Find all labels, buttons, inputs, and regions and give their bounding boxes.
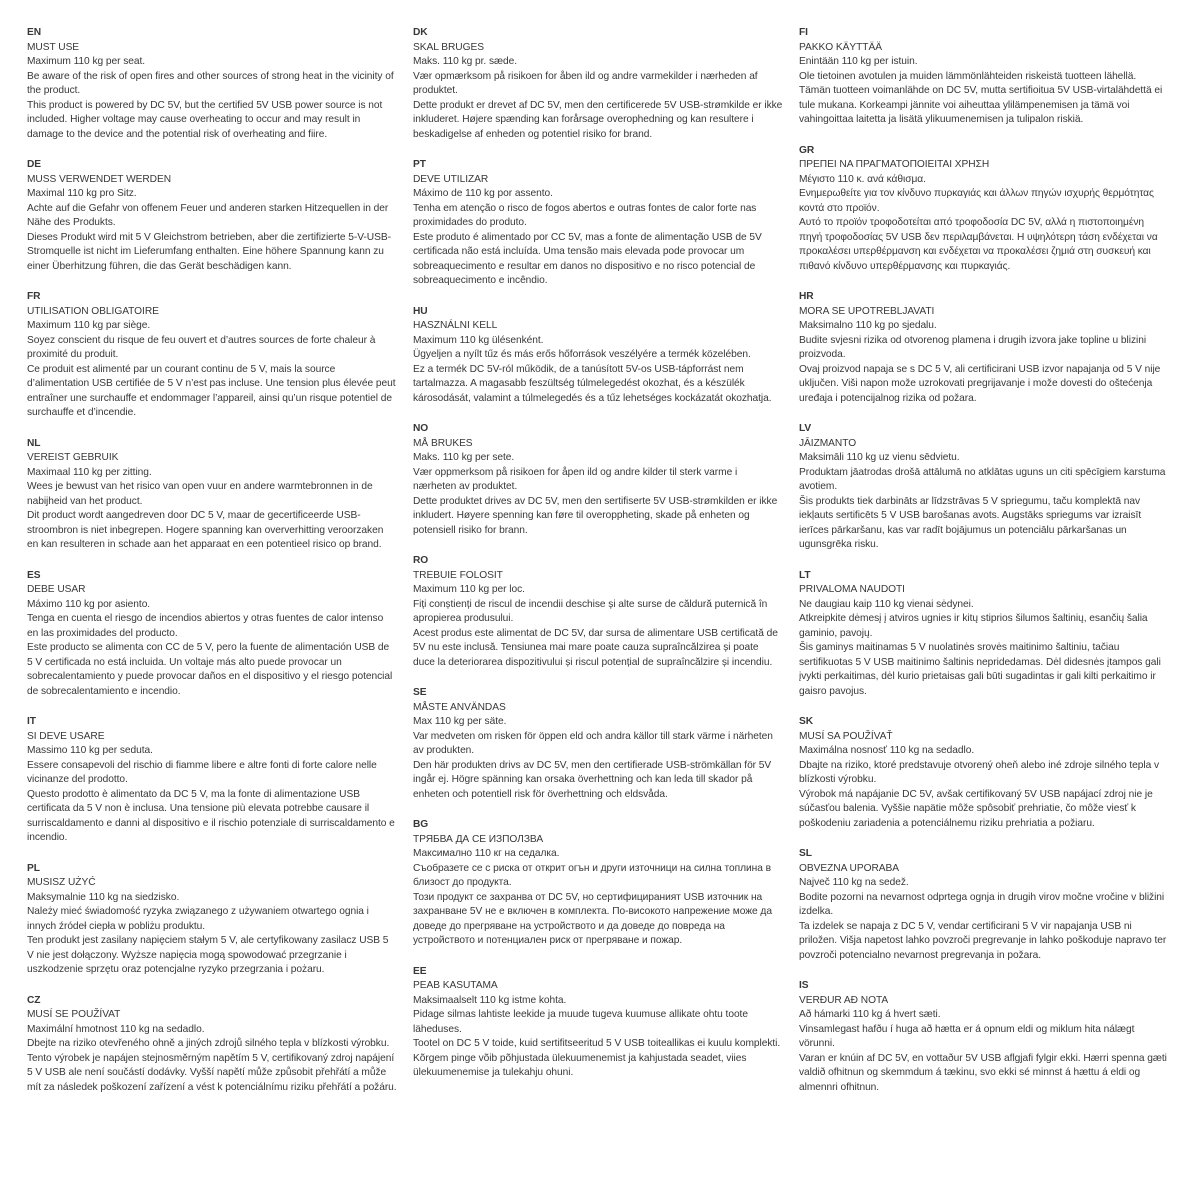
language-section-is xyxy=(799,979,1169,1095)
section-title: MUSS VERWENDET WERDEN xyxy=(27,173,172,185)
section-title: TREBUIE FOLOSIT xyxy=(413,569,503,581)
section-paragraph: Tootel on DC 5 V toide, kuid sertifitseeritud 5 V USB toiteallikas ei kuulu komplekti. Kõrgem pinge võib põhjustada ülekuumenemist ja kahjustada seadet, viies ülekuumenemise ja tulekahju ohuni. xyxy=(413,1038,781,1078)
section-paragraph: Bodite pozorni na nevarnost odprtega ognja in drugih virov močne vročine v bližini izdelka. xyxy=(799,891,1165,917)
section-paragraph: Ez a termék DC 5V-ról működik, de a tanúsított 5V-os USB-tápforrást nem tartalmazza. A magasabb feszültség túlmelegedést okozhat, és a készülék károsodását, valamint a túlmelegedés és a tűz lehetséges kockázatát okozhatja. xyxy=(413,363,772,404)
language-code: BG xyxy=(413,819,429,830)
section-paragraph: Največ 110 kg na sedež. xyxy=(799,877,909,888)
section-paragraph: Maks. 110 kg pr. sæde. xyxy=(413,56,518,67)
section-paragraph: Ne daugiau kaip 110 kg vienai sėdynei. xyxy=(799,598,974,610)
section-title: ΠΡΕΠΕΙ ΝΑ ΠΡΑΓΜΑΤΟΠΟΙΕΙΤΑΙ ΧΡΗΣΗ xyxy=(799,159,990,170)
section-title: VERÐUR AÐ NOTA xyxy=(799,994,889,1006)
section-paragraph: Dette produktet drives av DC 5V, men den sertifiserte 5V USB-strømkilden er ikke inkludert. Høyere spenning kan føre til overoppheting, skade på enheten og potensiell risiko for brann. xyxy=(413,495,778,536)
section-paragraph: Ole tietoinen avotulen ja muiden lämmönlähteiden riskeistä tuotteen lähellä. xyxy=(799,70,1137,82)
language-code: PT xyxy=(413,159,426,170)
section-paragraph: Ovaj proizvod napaja se s DC 5 V, ali certificirani USB izvor napajanja od 5 V nije uključen. Viši napon može uzrokovati pregrijavanje i može dovesti do oštećenja uređaja i potencijalnog rizika od požara. xyxy=(799,363,1161,404)
language-section-nl xyxy=(27,437,397,553)
language-section-dk xyxy=(413,26,783,142)
section-paragraph: Šis produkts tiek darbināts ar līdzstrāvas 5 V spriegumu, taču komplektā nav iekļauts sertificēts 5 V USB barošanas avots. Augstāks spriegums var izraisīt ierīces pārkaršanu, kas var radīt bojājumus un potenciālu pārkaršanas un ugunsgrēka risku. xyxy=(799,495,1142,550)
section-paragraph: Este produto é alimentado por CC 5V, mas a fonte de alimentação USB de 5V certificada não está incluída. Uma tensão mais elevada pode provocar um sobreaquecimento e resultar em danos no dispositivo e no risco potencial de sobreaquecimento e incêndio. xyxy=(413,231,762,286)
language-section-ee xyxy=(413,965,783,1081)
language-code: ES xyxy=(27,569,41,581)
section-paragraph: Ta izdelek se napaja z DC 5 V, vendar certificirani 5 V vir napajanja USB ni priložen. Višja napetost lahko povzroči pregrevanje in lahko poškoduje napravo ter povzroči potencialno nevarnost pregrevanja in požara. xyxy=(799,920,1167,961)
language-code: NL xyxy=(27,437,41,449)
section-title: SI DEVE USARE xyxy=(27,730,105,742)
section-paragraph: Maximálna nosnosť 110 kg na sedadlo. xyxy=(799,745,975,756)
section-title: SKAL BRUGES xyxy=(413,41,484,53)
language-code: RO xyxy=(413,555,429,566)
section-paragraph: Fiți conștienți de riscul de incendii deschise și alte surse de căldură puternică în apropierea produsului. xyxy=(413,598,768,624)
text-column-3 xyxy=(799,26,1169,1111)
section-paragraph: Maximum 110 kg per loc. xyxy=(413,584,525,595)
language-code: FI xyxy=(799,27,808,38)
language-section-sk xyxy=(799,715,1169,831)
section-paragraph: Tämän tuotteen voimanlähde on DC 5V, mutta sertifioitua 5V USB-virtalähdettä ei tule mukana. Korkeampi jännite voi aiheuttaa ylilämpenemisen ja tämä voi vahingoittaa laitetta ja lisätä ylikuumenemisen ja tulipalon riskiä. xyxy=(799,85,1163,125)
section-paragraph: Ενημερωθείτε για τον κίνδυνο πυρκαγιάς και άλλων πηγών ισχυρής θερμότητας κοντά στο προϊόν. xyxy=(799,188,1154,214)
language-section-hr xyxy=(799,290,1169,406)
section-title: MÅ BRUKES xyxy=(413,437,473,449)
section-paragraph: Šis gaminys maitinamas 5 V nuolatinės srovės maitinimo šaltiniu, tačiau sertifikuotas 5 V USB maitinimo šaltinis nepridedamas. Dėl didesnės įtampos gali įvykti perkaitimas, dėl kurio prietaisas gali būti sugadintas ir gali kilti perkaitimo ir gaisro pavojus. xyxy=(799,642,1161,697)
language-code: LT xyxy=(799,569,811,581)
language-code: GR xyxy=(799,144,815,156)
section-paragraph: Należy mieć świadomość ryzyka związanego z używaniem otwartego ognia i innych źródeł ciepła w pobliżu produktu. xyxy=(27,906,369,932)
language-code: PL xyxy=(27,862,40,874)
section-paragraph: Var medveten om risken för öppen eld och andra källor till stark värme i närheten av produkten. xyxy=(413,730,773,756)
language-code: EE xyxy=(413,965,427,977)
section-paragraph: Den här produkten drivs av DC 5V, men den certifierade USB-strömkällan för 5V ingår ej. Högre spänning kan orsaka överhettning och kan leda till skador på enheten och potentiell risk för överhettning och eldsvåda. xyxy=(413,759,772,800)
section-paragraph: Maximaal 110 kg per zitting. xyxy=(27,466,152,478)
language-section-pt xyxy=(413,158,783,289)
language-code: NO xyxy=(413,423,429,434)
section-paragraph: Að hámarki 110 kg á hvert sæti. xyxy=(799,1009,941,1020)
language-section-no xyxy=(413,422,783,538)
section-paragraph: Wees je bewust van het risico van open vuur en andere warmtebronnen in de nabijheid van het product. xyxy=(27,481,373,507)
section-paragraph: Max 110 kg per säte. xyxy=(413,716,507,727)
section-title: MUST USE xyxy=(27,41,80,53)
language-section-pl xyxy=(27,862,397,978)
language-section-gr xyxy=(799,144,1169,275)
section-title: UTILISATION OBLIGATOIRE xyxy=(27,305,159,317)
section-paragraph: Maksymalnie 110 kg na siedzisko. xyxy=(27,891,180,903)
section-title: VEREIST GEBRUIK xyxy=(27,452,119,463)
section-title: ТРЯБВА ДА СЕ ИЗПОЛЗВА xyxy=(413,833,544,845)
section-title: MORA SE UPOTREBLJAVATI xyxy=(799,305,935,317)
section-paragraph: Este producto se alimenta con CC de 5 V, pero la fuente de alimentación USB de 5 V certificada no está incluida. Un voltaje más alto puede provocar un sobrecalentamiento y puede provocar daños en el dispositivo y el riesgo potencial de sobrecalentamiento e incendio. xyxy=(27,642,393,697)
section-paragraph: Vinsamlegast hafðu í huga að hætta er á opnum eldi og miklum hita nálægt vörunni. xyxy=(799,1023,1135,1049)
section-title: MÅSTE ANVÄNDAS xyxy=(413,701,506,713)
section-title: MUSÍ SA POUŽÍVAŤ xyxy=(799,730,893,742)
section-paragraph: Съобразете се с риска от открит огън и други източници на силна топлина в близост до продукта. xyxy=(413,862,771,888)
language-code: SE xyxy=(413,687,427,698)
language-code: SL xyxy=(799,848,812,859)
section-title: MUSISZ UŻYĆ xyxy=(27,877,96,888)
section-paragraph: Essere consapevoli del rischio di fiamme libere e altre fonti di forte calore nelle vicinanze del prodotto. xyxy=(27,759,377,785)
section-paragraph: Tenga en cuenta el riesgo de incendios abiertos y otras fuentes de calor intenso en las proximidades del producto. xyxy=(27,613,384,639)
section-paragraph: Μέγιστο 110 κ. ανά κάθισμα. xyxy=(799,173,926,185)
section-paragraph: Този продукт се захранва от DC 5V, но сертифицираният USB източник на захранване 5V не е включен в комплекта. По-високото напрежение може да доведе до прегряване на устройството и да доведе до повреда на устройството и потенциален риск от прегряване и пожар. xyxy=(413,891,772,946)
section-title: DEBE USAR xyxy=(27,584,86,595)
section-paragraph: Výrobok má napájanie DC 5V, avšak certifikovaný 5V USB napájací zdroj nie je súčasťou balenia. Vyššie napätie môže spôsobiť prehriatie, čo môže viesť k poškodeniu zariadenia a potenciálnemu riziku prehriatia a požiaru. xyxy=(799,788,1153,829)
section-title: PEAB KASUTAMA xyxy=(413,980,498,991)
section-paragraph: Produktam jāatrodas drošā attālumā no atklātas uguns un citi spēcīgiem karstuma avotiem. xyxy=(799,466,1166,492)
section-title: MUSÍ SE POUŽÍVAT xyxy=(27,1009,121,1020)
section-paragraph: Maksimalno 110 kg po sjedalu. xyxy=(799,320,937,331)
language-code: IS xyxy=(799,980,809,991)
text-column-2 xyxy=(413,26,783,1111)
section-paragraph: Dette produkt er drevet af DC 5V, men den certificerede 5V USB-strømkilde er ikke inkluderet. Højere spænding kan forårsage overophedning og kan resultere i beskadigelse af enheden og potentiel risiko for brand. xyxy=(413,99,783,140)
language-code: HR xyxy=(799,291,814,302)
language-section-fi xyxy=(799,26,1169,128)
language-section-fr xyxy=(27,290,397,421)
section-paragraph: Pidage silmas lahtiste leekide ja muude tugeva kuumuse allikate ohtu toote läheduses. xyxy=(413,1009,748,1035)
language-section-lt xyxy=(799,569,1169,700)
section-paragraph: Максимално 110 кг на седалка. xyxy=(413,848,560,859)
section-paragraph: Acest produs este alimentat de DC 5V, dar sursa de alimentare USB certificată de 5V nu este inclusă. Tensiunea mai mare poate cauza supraîncălzirea și poate duce la deteriorarea dispozitivului și riscul potențial de supraîncălzire și incendiu. xyxy=(413,627,778,668)
section-paragraph: Maksimaalselt 110 kg istme kohta. xyxy=(413,994,567,1006)
section-paragraph: Questo prodotto è alimentato da DC 5 V, ma la fonte di alimentazione USB certificata da 5 V non è inclusa. Una tensione più elevata potrebbe causare il surriscaldamento e danni al dispositivo e il rischio potenziale di surriscaldamento e incendio. xyxy=(27,788,395,843)
section-paragraph: Ce produit est alimenté par un courant continu de 5 V, mais la source d’alimentation USB certifiée de 5 V n’est pas incluse. Une tension plus élevée peut entraîner une surchauffe et endommager l’appareil, ainsi qu’un risque potentiel de surchauffe et d’incendie. xyxy=(27,363,396,418)
section-paragraph: Dbejte na riziko otevřeného ohně a jiných zdrojů silného tepla v blízkosti výrobku. xyxy=(27,1038,390,1049)
section-paragraph: Máximo de 110 kg por assento. xyxy=(413,188,553,199)
section-paragraph: Maximum 110 kg par siège. xyxy=(27,320,151,331)
text-column-1 xyxy=(27,26,397,1111)
language-section-lv xyxy=(799,422,1169,553)
section-paragraph: Αυτό το προϊόν τροφοδοτείται από τροφοδοσία DC 5V, αλλά η πιστοποιημένη πηγή τροφοδοσίας 5V USB δεν περιλαμβάνεται. Η υψηλότερη τάση ενδέχεται να προκαλέσει υπερθέρμανση και ενδέχεται να προκαλέσει ζημιά στη συσκευή και πιθανό κίνδυνο υπερθέρμανσης και πυρκαγιάς. xyxy=(799,217,1158,272)
section-paragraph: Maks. 110 kg per sete. xyxy=(413,452,515,463)
language-section-de xyxy=(27,158,397,274)
section-paragraph: Maximal 110 kg pro Sitz. xyxy=(27,188,137,199)
language-code: FR xyxy=(27,291,41,302)
section-title: DEVE UTILIZAR xyxy=(413,173,489,185)
section-paragraph: Ten produkt jest zasilany napięciem stałym 5 V, ale certyfikowany zasilacz USB 5 V nie jest dołączony. Wyższe napięcia mogą spowodować przegrzanie i uszkodzenie sprzętu oraz potencjalne ryzyko przegrzania i pożaru. xyxy=(27,935,389,975)
section-paragraph: Maksimāli 110 kg uz vienu sēdvietu. xyxy=(799,452,960,463)
language-section-ro xyxy=(413,554,783,670)
language-section-cz xyxy=(27,994,397,1096)
language-section-sl xyxy=(799,847,1169,963)
section-title: HASZNÁLNI KELL xyxy=(413,320,498,331)
section-paragraph: Budite svjesni rizika od otvorenog plamena i drugih izvora jake topline u blizini proizvoda. xyxy=(799,334,1147,360)
section-paragraph: Maximální hmotnost 110 kg na sedadlo. xyxy=(27,1023,205,1035)
language-code: IT xyxy=(27,716,36,727)
language-code: HU xyxy=(413,305,428,317)
section-paragraph: Be aware of the risk of open fires and other sources of strong heat in the vicinity of the product. xyxy=(27,70,394,96)
section-paragraph: Soyez conscient du risque de feu ouvert et d’autres sources de forte chaleur à proximité du produit. xyxy=(27,334,376,360)
section-paragraph: Varan er knúin af DC 5V, en vottaður 5V USB aflgjafi fylgir ekki. Hærri spenna gæti valdið ofhitnun og skemmdum á tækinu, svo ekki sé minnst á hættu á eldi og almennri ofhitnun. xyxy=(799,1052,1167,1093)
section-title: JĀIZMANTO xyxy=(799,437,857,449)
section-paragraph: Tento výrobek je napájen stejnosměrným napětím 5 V, certifikovaný zdroj napájení 5 V USB ale není součástí dodávky. Vyšší napětí může způsobit přehřátí a může mít za následek poškození zařízení a vést k potenciálnímu riziku přehřátí a požáru. xyxy=(27,1052,397,1093)
language-code: DE xyxy=(27,159,42,170)
language-section-it xyxy=(27,715,397,846)
language-code: DK xyxy=(413,27,428,38)
language-section-es xyxy=(27,569,397,700)
section-paragraph: Ügyeljen a nyílt tűz és más erős hőforrások veszélyére a termék közelében. xyxy=(413,349,751,360)
language-section-bg xyxy=(413,818,783,949)
section-paragraph: Maximum 110 kg ülésenként. xyxy=(413,334,544,346)
section-paragraph: Achte auf die Gefahr von offenem Feuer und anderen starken Hitzequellen in der Nähe des Produkts. xyxy=(27,202,389,228)
language-code: LV xyxy=(799,423,812,434)
section-title: PRIVALOMA NAUDOTI xyxy=(799,584,905,595)
language-code: CZ xyxy=(27,994,41,1006)
language-code: SK xyxy=(799,716,814,727)
section-paragraph: Maximum 110 kg per seat. xyxy=(27,56,146,67)
section-paragraph: Máximo 110 kg por asiento. xyxy=(27,598,151,610)
language-section-en xyxy=(27,26,397,142)
language-code: EN xyxy=(27,27,42,38)
section-paragraph: Massimo 110 kg per seduta. xyxy=(27,745,153,756)
section-paragraph: Vær opmærksom på risikoen for åben ild og andre varmekilder i nærheden af produktet. xyxy=(413,70,758,96)
language-section-hu xyxy=(413,305,783,407)
section-title: OBVEZNA UPORABA xyxy=(799,862,900,874)
section-paragraph: Dit product wordt aangedreven door DC 5 V, maar de gecertificeerde USB-stroombron is niet inbegrepen. Hogere spanning kan oververhitting veroorzaken en kan resulteren in schade aan het apparaat en een potentieel risico op brand. xyxy=(27,510,384,550)
language-section-se xyxy=(413,686,783,802)
section-title: PAKKO KÄYTTÄÄ xyxy=(799,41,882,53)
section-paragraph: Tenha em atenção o risco de fogos abertos e outras fontes de calor forte nas proximidades do produto. xyxy=(413,202,757,228)
section-paragraph: Enintään 110 kg per istuin. xyxy=(799,56,918,67)
section-paragraph: Atkreipkite dėmesį į atviros ugnies ir kitų stiprios šilumos šaltinių, esančių šalia gaminio, pavojų. xyxy=(799,613,1148,639)
section-paragraph: Dieses Produkt wird mit 5 V Gleichstrom betrieben, aber die zertifizierte 5-V-USB-Stromquelle ist nicht im Lieferumfang enthalten. Eine höhere Spannung kann zu einer Überhitzung führen, die das Gerät beschädigen kann. xyxy=(27,231,391,272)
section-paragraph: This product is powered by DC 5V, but the certified 5V USB power source is not included. Higher voltage may cause overheating to occur and may result in damage to the device and the potential risk of overheating and fiire. xyxy=(27,99,383,140)
section-paragraph: Vær oppmerksom på risikoen for åpen ild og andre kilder til sterk varme i nærheten av produktet. xyxy=(413,466,738,492)
section-paragraph: Dbajte na riziko, ktoré predstavuje otvorený oheň alebo iné zdroje silného tepla v blízkosti výrobku. xyxy=(799,759,1160,785)
